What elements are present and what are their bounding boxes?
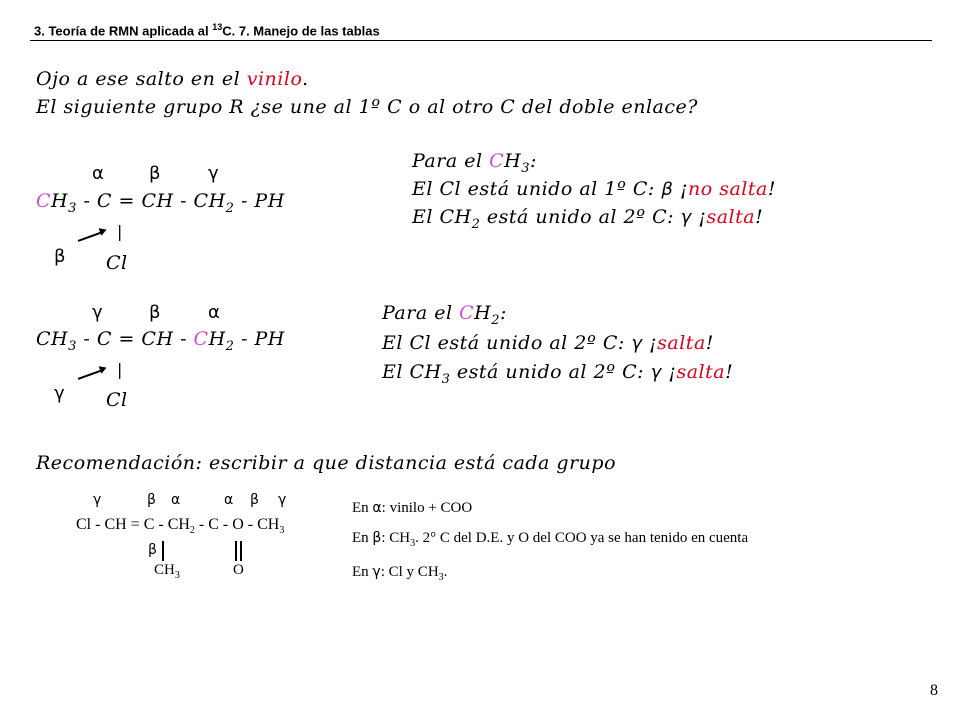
explanation-2-title: Para el $CH_2$: — [382, 302, 507, 328]
greek-alpha-label: α — [92, 163, 104, 184]
explanation-2-line-2: El $CH_3$ está unido al 2º C: γ ¡salta! — [382, 361, 734, 387]
explanation-1-line-2: El $CH_2$ está unido al 2º C: γ ¡salta! — [412, 206, 764, 232]
chlorine-substituent: Cl — [106, 389, 128, 411]
slide-header: 3. Teoría de RMN aplicada al $^{13}$C. 7. Manejo de las tablas — [34, 22, 380, 39]
explanation-1-title: Para el $CH_3$: — [412, 150, 537, 176]
methyl-group: $CH_3$ — [154, 562, 180, 581]
side-beta-label: β — [54, 246, 66, 267]
intro-line-1: Ojo a ese salto en el vinilo. — [36, 68, 309, 90]
intro-question: El siguiente grupo R ¿se une al 1º C o al otro C del doble enlace? — [36, 96, 698, 118]
carbonyl-oxygen: O — [233, 562, 244, 578]
page-number: 8 — [930, 682, 938, 699]
chlorine-substituent: Cl — [106, 252, 128, 274]
greek-gamma-label: γ — [208, 163, 219, 184]
explanation-2-line-1: El Cl está unido al 2º C: γ ¡salta! — [382, 332, 714, 354]
greek-gamma-label: γ — [92, 302, 103, 323]
explanation-1-line-1: El Cl está unido al 1º C: β ¡no salta! — [412, 178, 776, 200]
greek-gamma-label: γ — [93, 492, 102, 508]
carbonyl-double-bond-right — [240, 541, 242, 561]
structure-1-bond: | — [117, 222, 123, 241]
pointer-arrow — [78, 231, 102, 241]
methyl-bond — [162, 541, 164, 561]
greek-beta-label: β — [149, 163, 161, 184]
pointer-arrow — [78, 369, 102, 379]
structure-3-chain: Cl - CH = C - $CH_2$ - C - O - $CH_3$ — [76, 516, 285, 537]
greek-gamma-label: γ — [278, 492, 287, 508]
note-beta: En β: $CH_3$. 2° C del D.E. y O del COO ya se han tenido en cuenta — [352, 530, 749, 549]
recommendation-text: Recomendación: escribir a que distancia está cada grupo — [36, 452, 617, 474]
note-gamma: En γ: Cl y $CH_3$. — [352, 564, 448, 583]
greek-alpha-label: α — [171, 492, 181, 508]
side-beta-label: β — [148, 542, 157, 558]
structure-2-bond: | — [117, 360, 123, 379]
greek-beta-label: β — [250, 492, 259, 508]
greek-beta-label: β — [147, 492, 156, 508]
greek-alpha-label: α — [224, 492, 234, 508]
greek-alpha-label: α — [208, 302, 220, 323]
pointer-arrow-head — [99, 364, 108, 374]
pointer-arrow-head — [99, 226, 108, 236]
carbonyl-double-bond-left — [235, 541, 237, 561]
side-gamma-label: γ — [54, 383, 65, 404]
note-alpha: En α: vinilo + COO — [352, 500, 473, 516]
structure-1-chain: $CH_3$ - C = CH - $CH_2$ - PH — [36, 190, 285, 216]
greek-beta-label: β — [149, 302, 161, 323]
header-divider — [30, 40, 932, 41]
structure-2-chain: $CH_3$ - C = CH - $CH_2$ - PH — [36, 328, 285, 354]
